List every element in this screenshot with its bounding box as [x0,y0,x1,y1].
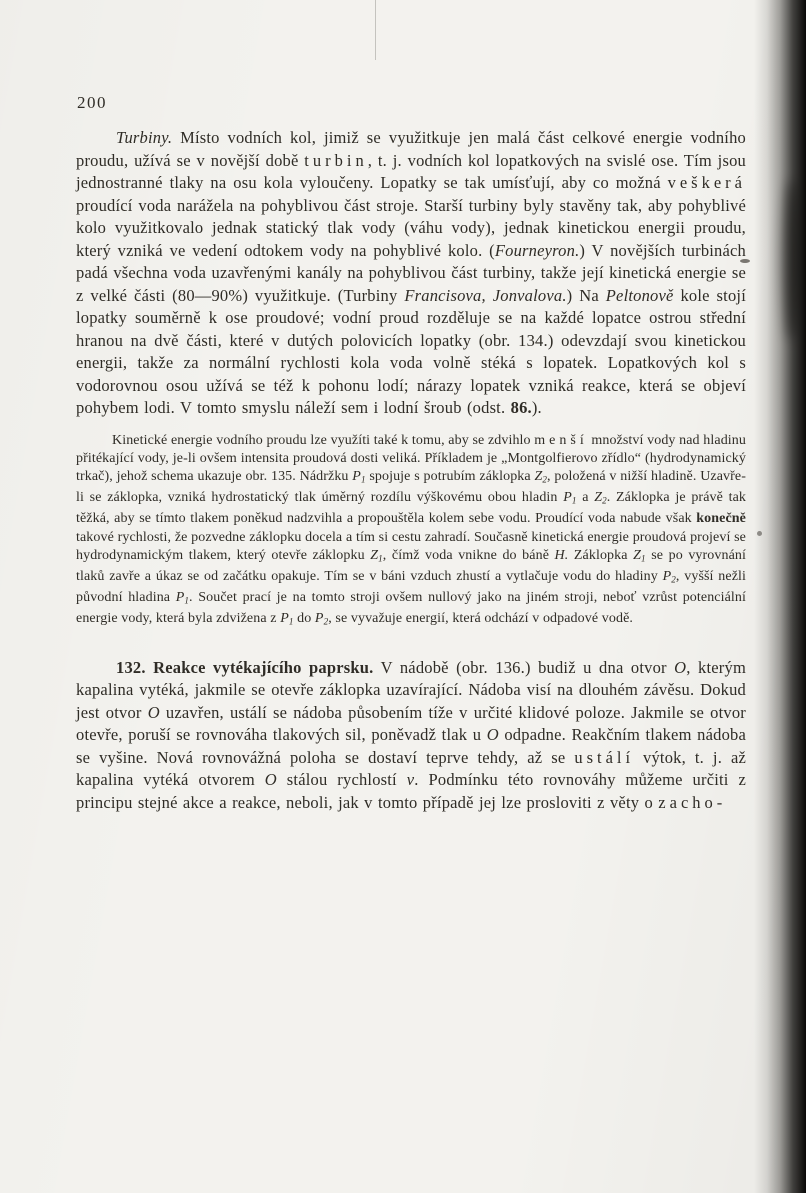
text-run: proudící voda narážela na pohyblivou část stroje. Starší turbiny byly stavěny tak, aby pohyblivé kolo využitkovalo jednak statický tlak vody (váhu vody), jednak kinetickou energii proudu, který vzniká ve vedení odtokem vody na pohyblivé kolo. ( [76,195,746,260]
text-run: P [280,610,289,626]
text-run: O [486,725,499,745]
text-run: ). [531,398,542,417]
paragraph [76,657,746,815]
text-run: Místo vodních kol, jimiž se využitkuje jen malá část celkové energie vodního proudu, užívá se v novější době [76,128,746,170]
text-run: V nádobě (obr. 136.) budiž u dna otvor [373,657,675,677]
text-run: O [147,702,160,722]
text-run: konečně [696,511,746,527]
text-run: 2 [323,616,329,627]
text-run: Peltonově [605,285,674,305]
text-run: odpadne. Reakčním tlakem nádoba se vyšine. Nová rovnovážná poloha se dostaví teprve tehdy, až se [76,725,746,767]
text-run: veškerá [667,173,746,192]
text-run: P [175,589,185,605]
text-run: Francisova, Jonvalova. [404,285,567,305]
text-run: , t. j. vodních kol lopatkových na svislé ose. Tím jsou jednostranné tlaky na osu kola vyloučeny. Lopatky se tak umísťují, aby co možná [76,150,746,192]
text-run: 1 [360,474,366,485]
text-run: , položená v nižší hladině. Uzavře-li se záklopka, vzniká hydrostatický tlak úměrný rozdílu výškovému obou hladin [76,469,746,506]
text-run: 1 [378,553,383,564]
text-run: v [406,770,415,790]
text-run: 1 [641,553,646,564]
text-run: 1 [184,595,190,606]
text-run: 1 [571,495,577,506]
text-run: 86. [510,398,532,417]
text-run: . Součet prací je na tomto stroji ovšem nullový jako na jiném stroji, neboť vzrůst potenciální energie vody, která byla zdvižena z [76,589,746,626]
page-number: 200 [77,93,107,112]
text-run: Z [633,548,641,564]
text-run: , čímž voda vnikne do báně [382,548,555,564]
text-run: P [563,490,572,506]
text-run: H. [554,548,569,564]
scan-artifact-line [375,0,376,60]
text-run: 2 [671,574,676,585]
binding-blotch-artifact [784,180,800,340]
binding-shadow [754,0,806,1193]
text-run: ) Na [566,285,606,305]
text-run: stálou rychlostí [276,770,407,790]
text-run: ) V novějších turbinách padá všechna voda uzavřenými kanály na pohyblivou část turbiny, takže její kinetická energie se z velké části (80—90%) využitkuje. (Turbiny [76,240,746,305]
text-run: zacho- [658,792,727,812]
text-run: uzavřen, ustálí se nádoba působením tíže v určité klidové poloze. Jakmile se otvor otevře, poruší se rovnováha tlakových sil, poněvadž tlak u [76,702,746,745]
text-run: a [576,490,595,506]
text-run: , se vyvažuje energií, která odchází v odpadové vodě. [328,610,633,626]
text-run: . Podmínku této rovnováhy můžeme určiti z principu stejné akce a reakce, neboli, jak v tomto případě jej lze prosloviti z věty o [76,770,746,812]
text-run: , kterým kapalina vytéká, jakmile se otevře záklopka uzavírající. Nádoba visí na dlouhém závěsu. Dokud jest otvor [76,657,746,722]
text-run: kole stojí lopatky souměrně k ose proudové; vodní proud rozděluje se na každé lopatce ostrou střední hranou na dvě části, které v dutých polovicích lopatky (obr. 134.) odevzdají svou kinetickou energii, takže za normální rychlosti kola voda volně stéká s lopatek. Lopatkových kol s vodorovnou osou užívá se též k pohonu lodí; nárazy lopatek vzniká reakce, která se objeví pohybem lodi. V tomto smyslu náleží sem i lodní šroub (odst. [76,285,746,417]
text-run: menší [534,432,588,448]
text-run: O [264,770,277,790]
paragraph [76,127,746,420]
text-run: Fourneyron. [494,240,580,260]
scan-speck [757,531,762,536]
text-run: Záklopka [568,548,634,564]
text-run: množství vody nad hladinu přitékající vody, je-li ovšem intensita proudová dosti veliká. Příkladem je „Montgolfierovo zřídlo“ (hydrodynamický trkač), jehož schema ukazuje obr. 135. Nádržku [76,432,746,485]
text-run: Z [370,548,379,564]
text-block [76,127,746,814]
text-run: výtok, t. j. až kapalina vytéká otvorem [76,747,746,790]
text-run: O [674,657,687,677]
paragraph [76,432,746,631]
text-run: 132. Reakce vytékajícího paprsku. [116,657,374,677]
text-run: Z [534,469,543,485]
text-run: . Záklopka je právě tak těžká, aby se tímto tlakem poněkud nadzvihla a propouštěla kolem sebe vodu. Proudící voda nabude však [76,490,747,527]
text-run: 2 [542,474,548,485]
text-run: 1 [288,616,294,627]
text-run: takové rychlosti, že pozvedne záklopku docela a tím si cestu zahradí. Současně kinetická energie proudová projeví se hydrodynamickým tlakem, který otevře záklopku [76,529,746,564]
scan-speck [740,259,750,263]
text-run: spojuje s potrubím záklopka [365,469,535,485]
text-run: 2 [602,495,607,506]
text-run: P [352,469,361,485]
text-run: do [293,610,315,626]
text-run: turbin [304,150,368,170]
text-run: P [314,610,324,626]
text-run: ustálí [574,747,635,767]
text-run: Kinetické energie vodního proudu lze využíti také k tomu, aby se zdvihlo [112,432,535,448]
text-run: se po vyrovnání tlaků zavře a úkaz se od začátku opakuje. Tím se v báni vzduch zhustí a vytlačuje vodu do hladiny [76,548,746,584]
text-run: Z [594,490,603,506]
text-run: Turbiny. [116,128,173,147]
text-run: P [662,568,672,584]
text-run: , vyšší nežli původní hladina [76,568,746,605]
